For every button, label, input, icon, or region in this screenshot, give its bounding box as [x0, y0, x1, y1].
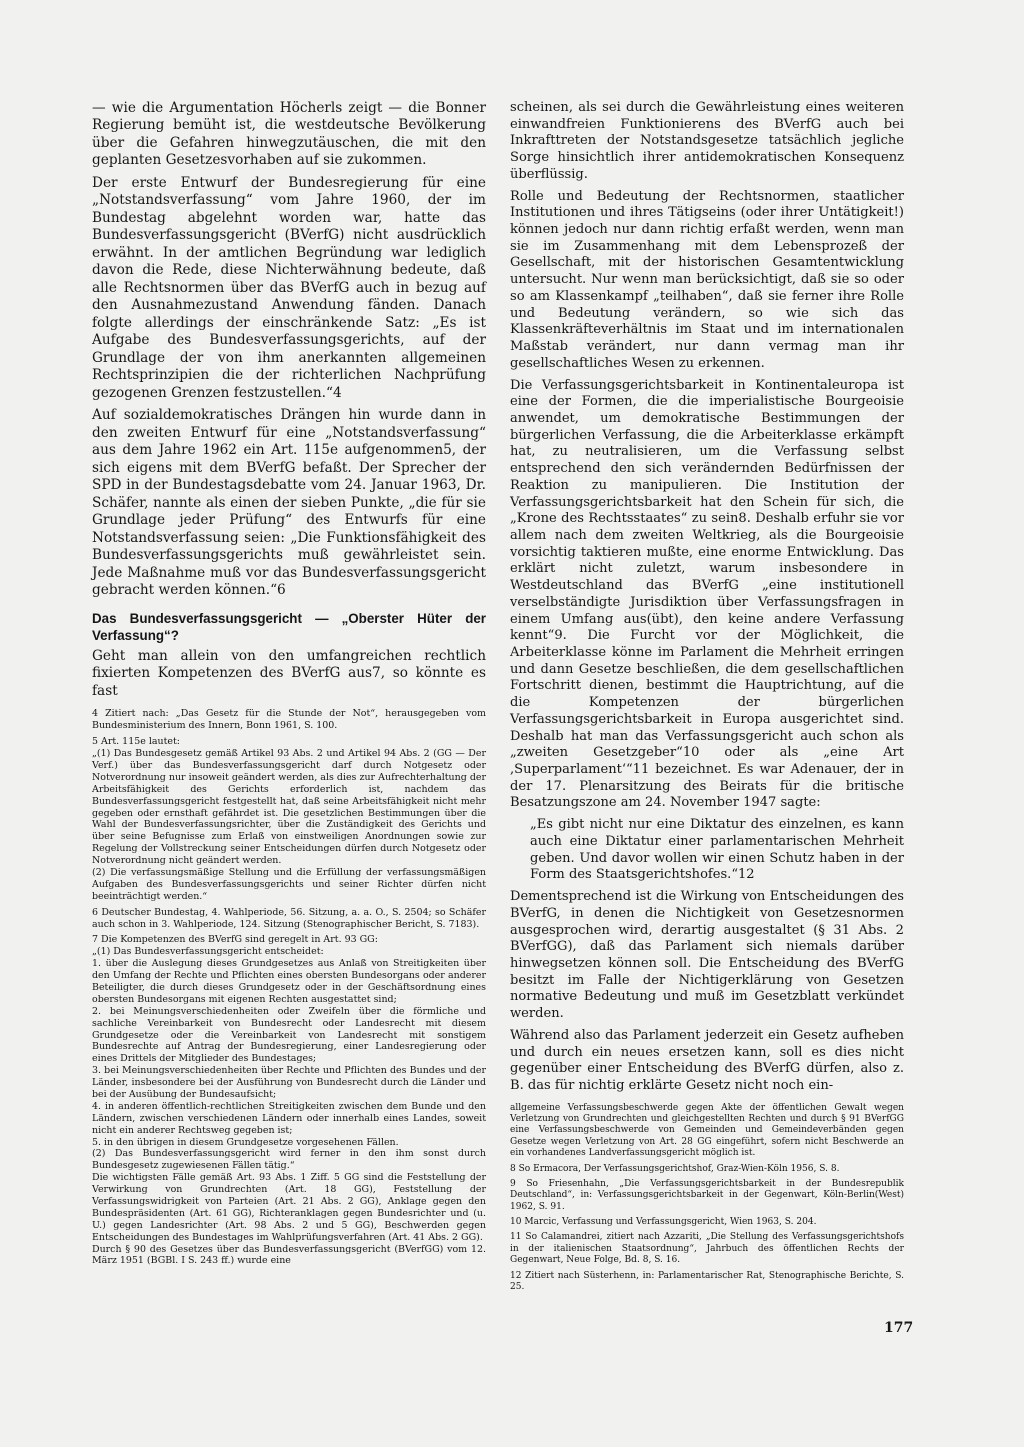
footnote-line: Die wichtigsten Fälle gemäß Art. 93 Abs. 1 Ziff. 5 GG sind die Feststellung der Verwirkung von Grundrechten (Art. 18 GG), Feststellung der Verfassungswidrigkeit von Parteien (Art. 21 Abs. 2 GG), Anklage gegen den Bundespräsidenten (Art. 61 GG), Richteranklagen gegen Bundesrichter und (u. U.) gegen Landesrichter (Art. 98 Abs. 2 und 5 GG), Beschwerden gegen Entscheidungen des Bundestages im Wahlprüfungsverfahren (Art. 41 Abs. 2 GG).: [92, 1172, 486, 1243]
footnote-8: 8 So Ermacora, Der Verfassungsgerichtshof, Graz-Wien-Köln 1956, S. 8.: [510, 1163, 840, 1174]
right-column: [510, 100, 904, 1297]
body-paragraph: Die Verfassungsgerichtsbarkeit in Kontinentaleuropa ist eine der Formen, die die imperialistische Bourgeoisie anwendet, um demokratische Bestimmungen der bürgerlichen Verfassung, die die Arbeiterklasse erkämpft hat, zu neutralisieren, um die Verfassung selbst entsprechend den sich verändernden Bedürfnissen der Reaktion zu manipulieren. Die Institution der Verfassungsgerichtsbarkeit hat den Schein für sich, die „Krone des Rechtsstaates“ zu sein8. Deshalb erfuhr sie vor allem nach dem zweiten Weltkrieg, als die Bourgeoisie vorsichtig taktieren mußte, eine enorme Entwicklung. Das erklärt nicht zuletzt, warum insbesondere in Westdeutschland das BVerfG „eine institutionell verselbständigte Jurisdiktion über Verfassungsfragen in einem Umfang aus(übt), den keine andere Verfassung kennt“9. Die Furcht vor der Möglichkeit, die Arbeiterklasse könne im Parlament die Mehrheit erringen und dann Gesetze beschließen, die dem gesellschaftlichen Fortschritt dienen, bestimmt die Hauptrichtung, auf die die Kompetenzen der bürgerlichen Verfassungsgerichtsbarkeit in Europa ausgerichtet sind. Deshalb hat man das Verfassungsgericht auch schon als „zweiten Gesetzgeber“10 oder als „eine Art ,Superparlament‘“11 bezeichnet. Es war Adenauer, der in der 17. Plenarsitzung des Beirats für die britische Besatzungszone am 24. November 1947 sagte:: [510, 377, 904, 811]
footnote-line: 4 Zitiert nach: „Das Gesetz für die Stunde der Not“, herausgegeben vom Bundesministerium des Innern, Bonn 1961, S. 100.: [92, 708, 486, 732]
footnotes-right: [510, 1103, 904, 1294]
body-paragraph: Auf sozialdemokratisches Drängen hin wurde dann in den zweiten Entwurf für eine „Notstandsverfassung“ aus dem Jahre 1962 ein Art. 115e aufgenommen5, der sich eigens mit dem BVerfG befaßt. Der Sprecher der SPD in der Bundestagsdebatte vom 24. Januar 1963, Dr. Schäfer, nannte als einen der sieben Punkte, „die für sie Grundlage jeder Prüfung“ des Entwurfs für eine Notstandsverfassung seien: „Die Funktionsfähigkeit des Bundesverfassungsgerichts muß gewährleistet sein. Jede Maßnahme muß vor das Bundesverfassungsgericht gebracht werden können.“6: [92, 407, 486, 599]
footnote-continuation: allgemeine Verfassungsbeschwerde gegen Akte der öffentlichen Gewalt wegen Verletzung von Grundrechten und gleichgestellten Rechten und durch § 91 BVerfGG eine Verfassungsbeschwerde von Gemeinden und Gemeindeverbänden gegen Gesetze wegen Verletzung von Art. 28 GG eingeführt, sofern nicht Beschwerde an ein vorhandenes Landverfassungsgericht möglich ist.: [510, 1102, 904, 1159]
body-paragraph: — wie die Argumentation Höcherls zeigt — die Bonner Regierung bemüht ist, die westdeutsche Bevölkerung über die Gefahren hinwegzutäuschen, die mit den geplanten Gesetzesvorhaben auf sie zukommen.: [92, 100, 486, 169]
footnote-line: 7 Die Kompetenzen des BVerfG sind geregelt in Art. 93 GG:: [92, 934, 378, 946]
footnote-line: 4. in anderen öffentlich-rechtlichen Streitigkeiten zwischen dem Bunde und den Ländern, zwischen verschiedenen Ländern oder innerhalb eines Landes, soweit nicht ein anderer Rechtsweg gegeben ist;: [92, 1100, 486, 1136]
footnote-11: 11 So Calamandrei, zitiert nach Azzariti, „Die Stellung des Verfassungsgerichtshofs in der italienischen Staatsordnung“, Jahrbuch des öffentlichen Rechts der Gegenwart, Neue Folge, Bd. 8, S. 16.: [510, 1232, 904, 1266]
footnote-7: [92, 934, 486, 1267]
footnote-line: 5. in den übrigen in diesem Grundgesetze vorgesehenen Fällen.: [92, 1136, 399, 1148]
footnote-line: (2) Das Bundesverfassungsgericht wird ferner in den ihm sonst durch Bundesgesetz zugewiesenen Fällen tätig.“: [92, 1148, 486, 1172]
footnote-6: [92, 907, 486, 931]
section-heading: Das Bundesverfassungsgericht — „Oberster Hüter der Verfassung“?: [92, 610, 486, 644]
footnote-line: 3. bei Meinungsverschiedenheiten über Rechte und Pflichten des Bundes und der Länder, insbesondere bei der Ausführung von Bundesrecht durch die Länder und bei der Ausübung der Bundesaufsicht;: [92, 1065, 486, 1100]
footnote-5: [92, 736, 486, 902]
left-column: [92, 100, 486, 1271]
footnote-line: 2. bei Meinungsverschiedenheiten oder Zweifeln über die förmliche und sachliche Vereinbarkeit von Bundesrecht oder Landesrecht mit diesem Grundgesetze oder die Vereinbarkeit von Landesrecht mit sonstigem Bundesrechte auf Antrag der Bundesregierung, einer Landesregierung oder eines Drittels der Mitglieder des Bundestages;: [92, 1005, 486, 1065]
body-paragraph: Rolle und Bedeutung der Rechtsnormen, staatlicher Institutionen und ihres Tätigseins (oder ihrer Untätigkeit!) können jedoch nur dann richtig erfaßt werden, wenn man sie im Zusammenhang mit dem Lebensprozeß der Gesellschaft, mit der historischen Gesamtentwicklung untersucht. Nur wenn man berücksichtigt, daß sie so oder so am Klassenkampf „teilhaben“, daß sie ferner ihre Rolle und Bedeutung verändern, so wie sich das Klassenkräfteverhältnis im Staat und im internationalen Maßstab verändert, nur dann vermag man ihr gesellschaftliches Wesen zu erkennen.: [510, 188, 904, 371]
page-number: 177: [884, 1320, 914, 1336]
footnote-line: „(1) Das Bundesverfassungsgericht entscheidet:: [92, 946, 324, 958]
block-quote: „Es gibt nicht nur eine Diktatur des einzelnen, es kann auch eine Diktatur einer parlamentarischen Mehrheit geben. Und davor wollen wir einen Schutz haben in der Form des Staatsgerichtshofes.“12: [530, 817, 904, 883]
footnote-12: 12 Zitiert nach Süsterhenn, in: Parlamentarischer Rat, Stenographische Berichte, S. 25.: [510, 1270, 904, 1292]
footnote-line: 5 Art. 115e lautet:: [92, 736, 180, 748]
footnote-line: Durch § 90 des Gesetzes über das Bundesverfassungsgericht (BVerfGG) vom 12. März 1951 (BGBl. I S. 243 ff.) wurde eine: [92, 1243, 486, 1267]
body-paragraph: Geht man allein von den umfangreichen rechtlich fixierten Kompetenzen des BVerfG aus7, so könnte es fast: [92, 647, 486, 699]
body-paragraph: Der erste Entwurf der Bundesregierung für eine „Notstandsverfassung“ vom Jahre 1960, der im Bundestag abgelehnt worden war, hatte das Bundesverfassungsgericht (BVerfG) nicht ausdrücklich erwähnt. In der amtlichen Begründung war lediglich davon die Rede, diese Nichterwähnung bedeute, daß alle Rechtsnormen über das BVerfG auch in bezug auf den Ausnahmezustand Anwendung fänden. Danach folgte allerdings der einschränkende Satz: „Es ist Aufgabe des Bundesverfassungsgerichts, auf der Grundlage der von ihm anerkannten allgemeinen Rechtsprinzipien die der richterlichen Nachprüfung gezogenen Grenzen festzustellen.“4: [92, 174, 486, 401]
footnote-9: 9 So Friesenhahn, „Die Verfassungsgerichtsbarkeit in der Bundesrepublik Deutschland“, in: Verfassungsgerichtsbarkeit in der Gegenwart, Köln-Berlin(West) 1962, S. 91.: [510, 1178, 904, 1212]
body-paragraph: scheinen, als sei durch die Gewährleistung eines weiteren einwandfreien Funktionierens des BVerfG auch bei Inkrafttreten der Notstandsgesetze tatsächlich jegliche Sorge hinsichtlich ihrer antidemokratischen Konsequenz überflüssig.: [510, 100, 904, 182]
footnote-line: (2) Die verfassungsmäßige Stellung und die Erfüllung der verfassungsmäßigen Aufgaben des Bundesverfassungsgerichts und seiner Richter dürfen nicht beeinträchtigt werden.“: [92, 866, 486, 902]
footnote-10: 10 Marcic, Verfassung und Verfassungsgericht, Wien 1963, S. 204.: [510, 1217, 817, 1228]
footnote-line: 6 Deutscher Bundestag, 4. Wahlperiode, 56. Sitzung, a. a. O., S. 2504; so Schäfer auch schon in 3. Wahlperiode, 124. Sitzung (Stenographischer Bericht, S. 7183).: [92, 906, 486, 930]
footnote-line: 1. über die Auslegung dieses Grundgesetzes aus Anlaß von Streitigkeiten über den Umfang der Rechte und Pflichten eines obersten Bundesorgans oder anderer Beteiligter, die durch dieses Grundgesetz oder in der Geschäftsordnung eines obersten Bundesorgans mit eigenen Rechten ausgestattet sind;: [92, 958, 486, 1005]
footnotes-left: [92, 708, 486, 1267]
footnote-4: [92, 708, 486, 732]
body-paragraph: Während also das Parlament jederzeit ein Gesetz aufheben und durch ein neues ersetzen kann, soll es dies nicht gegenüber einer Entscheidung des BVerfG dürfen, also z. B. das für nichtig erklärte Gesetz nicht noch ein-: [510, 1027, 904, 1093]
footnote-line: „(1) Das Bundesgesetz gemäß Artikel 93 Abs. 2 und Artikel 94 Abs. 2 (GG — Der Verf.) über das Bundesverfassungsgericht darf durch Notgesetz oder Notverordnung nur insoweit geändert werden, als dies zur Aufrechterhaltung der Arbeitsfähigkeit des Gerichts erforderlich ist, nachdem das Bundesverfassungsgericht festgestellt hat, daß seine Arbeitsfähigkeit nicht mehr gegeben oder ernsthaft gefährdet ist. Die gesetzlichen Bestimmungen über die Wahl der Bundesverfassungsrichter, über die Zuständigkeit des Gerichts und über seine Befugnisse zum Erlaß von einstweiligen Anordnungen sowie zur Regelung der Vollstreckung seiner Entscheidungen dürfen durch Notgesetz oder Notverordnung nicht geändert werden.: [92, 748, 486, 867]
body-paragraph: Dementsprechend ist die Wirkung von Entscheidungen des BVerfG, in denen die Nichtigkeit von Gesetzesnormen ausgesprochen wird, derartig ausgestaltet (§ 31 Abs. 2 BVerfGG), daß das Parlament sich niemals darüber hinwegsetzen können soll. Die Entscheidung des BVerfG besitzt im Falle der Nichtigerklärung von Gesetzen normative Bedeutung und muß im Gesetzblatt verkündet werden.: [510, 889, 904, 1022]
